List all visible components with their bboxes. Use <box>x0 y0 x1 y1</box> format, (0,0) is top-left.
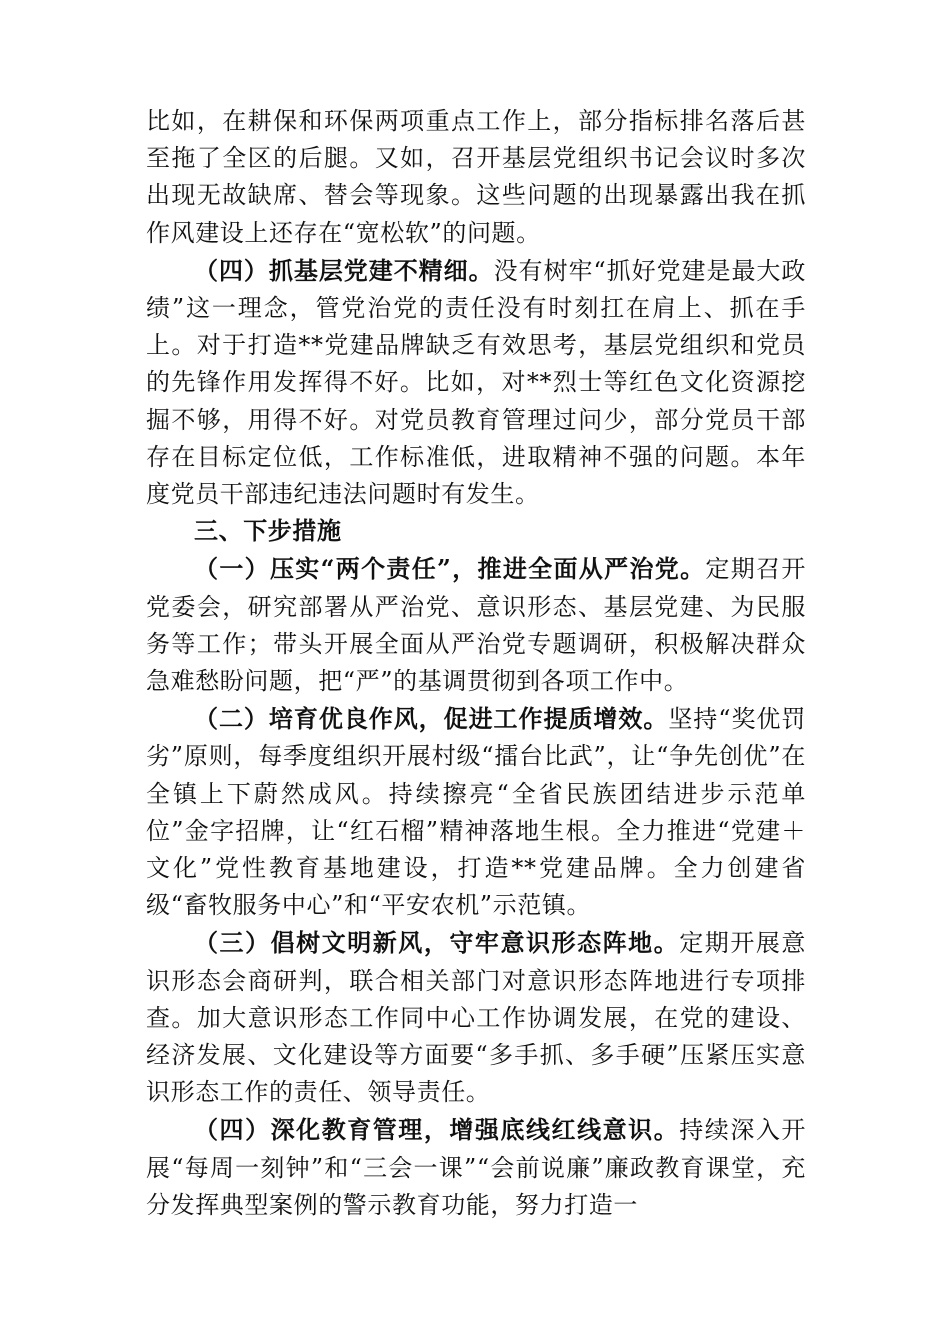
paragraph-text: 没有树牢“抓好党建是最大政绩”这一理念，管党治党的责任没有时刻扛在肩上、抓在手上。对于打造**党建品牌缺乏有效思考，基层党组织和党员的先锋作用发挥得不好。比如，对**烈士等红色文化资源挖掘不够，用得不好。对党员教育管理过问少，部分党员干部存在目标定位低，工作标准低，进取精神不强的问题。本年度党员干部违纪违法问题时有发生。 <box>146 256 806 509</box>
paragraph-measure-3 <box>146 924 806 1111</box>
paragraph-title: （四）深化教育管理，增强底线红线意识。 <box>194 1115 680 1145</box>
paragraph-measure-4 <box>146 1111 806 1224</box>
paragraph-text: 持续深入开展“每周一刻钟”和“三会一课”“会前说廉”廉政教育课堂，充分发挥典型案例的警示教育功能，努力打造一 <box>146 1116 807 1219</box>
paragraph-text: 坚持“奖优罚劣”原则，每季度组织开展村级“擂台比武”，让“争先创优”在全镇上下蔚然成风。持续擦亮“全省民族团结进步示范单位”金字招牌，让“红石榴”精神落地生根。全力推进“党建＋文化”党性教育基地建设，打造**党建品牌。全力创建省级“畜牧服务中心”和“平安农机”示范镇。 <box>146 705 806 920</box>
paragraph-title: （二）培育优良作风，促进工作提质增效。 <box>194 704 669 734</box>
section-heading: 三、下步措施 <box>194 517 342 546</box>
paragraph-title: （四）抓基层党建不精细。 <box>194 255 494 285</box>
paragraph-title: （三）倡树文明新风，守牢意识形态阵地。 <box>194 928 680 958</box>
paragraph-measure-2 <box>146 700 806 924</box>
paragraph-grassroots-party-building <box>146 252 806 513</box>
paragraph-continuation <box>146 103 806 252</box>
paragraph-measure-1 <box>146 550 806 700</box>
paragraph-text: 比如，在耕保和环保两项重点工作上，部分指标排名落后甚至拖了全区的后腿。又如，召开基层党组织书记会议时多次出现无故缺席、替会等现象。这些问题的出现暴露出我在抓作风建设上还存在“宽松软”的问题。 <box>146 107 806 247</box>
paragraph-title: （一）压实“两个责任”，推进全面从严治党。 <box>194 554 706 584</box>
paragraph-text: 定期开展意识形态会商研判，联合相关部门对意识形态阵地进行专项排查。加大意识形态工作同中心工作协调发展，在党的建设、经济发展、文化建设等方面要“多手抓、多手硬”压紧压实意识形态工作的责任、领导责任。 <box>146 929 807 1107</box>
document-body <box>146 103 806 1224</box>
paragraph-text: 定期召开党委会，研究部署从严治党、意识形态、基层党建、为民服务等工作；带头开展全面从严治党专题调研，积极解决群众急难愁盼问题，把“严”的基调贯彻到各项工作中。 <box>146 555 806 696</box>
